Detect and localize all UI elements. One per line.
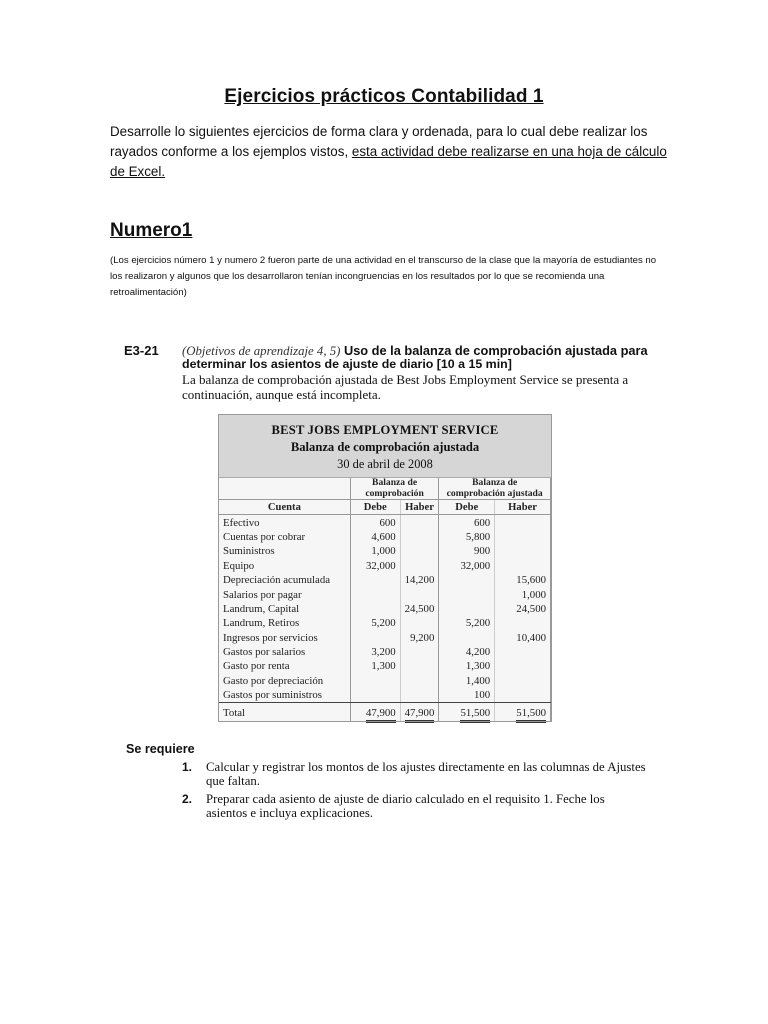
section-note: (Los ejercicios número 1 y numero 2 fueron parte de una actividad en el transcurso de la clase que la mayoría de estudiantes no los realizaron y algunos que los desarrollaron tenían incongruencias en los resultados por lo que se recomienda una retroalimentación) xyxy=(110,255,657,298)
table-row xyxy=(219,645,551,659)
table-row xyxy=(219,659,551,673)
cell-credit-1 xyxy=(400,515,439,530)
total-value: 51,500 xyxy=(516,707,546,723)
group-header-blank xyxy=(219,478,350,500)
cell-credit-2: 15,600 xyxy=(495,573,551,587)
cell-credit-1: 14,200 xyxy=(400,573,439,587)
table-row xyxy=(219,530,551,544)
cell-account: Suministros xyxy=(223,545,275,558)
cell-debit-2 xyxy=(439,573,495,587)
cell-debit-1 xyxy=(350,674,400,688)
trial-balance-table xyxy=(218,414,552,722)
company-name: BEST JOBS EMPLOYMENT SERVICE xyxy=(271,423,499,437)
cell-debit-1: 1,000 xyxy=(350,544,400,558)
cell-credit-2 xyxy=(495,544,551,558)
cell-credit-1 xyxy=(400,616,439,630)
cell-credit-2: 24,500 xyxy=(495,602,551,616)
cell-debit-2: 5,800 xyxy=(439,530,495,544)
total-value: 51,500 xyxy=(460,707,490,723)
cell-account: Gastos por salarios xyxy=(223,646,306,659)
table-date: 30 de abril de 2008 xyxy=(337,457,433,471)
page-title: Ejercicios prácticos Contabilidad 1 xyxy=(224,86,544,107)
table-body xyxy=(219,515,551,722)
cell-account: Efectivo xyxy=(223,516,260,529)
table-row xyxy=(219,559,551,573)
total-cell-account: Total xyxy=(219,703,350,722)
cell-debit-1 xyxy=(350,587,400,601)
total-cell-debit-1 xyxy=(350,703,400,722)
requirements-title: Se requiere xyxy=(126,742,195,756)
cell-account: Landrum, Retiros xyxy=(223,617,300,630)
group-header-adjusted-balance: Balanza de comprobación ajustada xyxy=(439,478,551,500)
intro-text: Desarrolle lo siguientes ejercicios de forma clara y ordenada, para lo cual debe realizar los rayados conforme a los ejemplos vistos, xyxy=(110,124,648,159)
cell-debit-2: 600 xyxy=(439,515,495,530)
cell-debit-1: 5,200 xyxy=(350,616,400,630)
group-header-trial-balance: Balanza de comprobación xyxy=(350,478,439,500)
cell-credit-1 xyxy=(400,688,439,703)
cell-credit-2 xyxy=(495,674,551,688)
cell-debit-1 xyxy=(350,573,400,587)
exercise-excerpt xyxy=(124,343,646,403)
intro-underlined-text: esta actividad debe realizarse en una hoja de cálculo de Excel. xyxy=(110,144,667,179)
cell-credit-1 xyxy=(400,645,439,659)
cell-credit-2 xyxy=(495,659,551,673)
column-header-debit-1: Debe xyxy=(350,500,400,515)
cell-account: Equipo xyxy=(223,559,255,572)
table-row xyxy=(219,544,551,558)
table-row xyxy=(219,587,551,601)
cell-credit-1 xyxy=(400,587,439,601)
table-row xyxy=(219,631,551,645)
cell-account: Cuentas por cobrar xyxy=(223,530,306,543)
exercise-heading-part1: Uso de la balanza de comprobación ajustada para xyxy=(343,343,648,358)
cell-credit-1 xyxy=(400,544,439,558)
table-row xyxy=(219,573,551,587)
cell-credit-2 xyxy=(495,530,551,544)
requirement-text: Calcular y registrar los montos de los ajustes directamente en las columnas de Ajustes que faltan. xyxy=(206,760,646,788)
cell-debit-2: 100 xyxy=(439,688,495,703)
column-header-credit-2: Haber xyxy=(495,500,551,515)
table-row xyxy=(219,515,551,530)
cell-debit-2: 5,200 xyxy=(439,616,495,630)
column-header-account: Cuenta xyxy=(219,500,350,515)
cell-debit-2: 32,000 xyxy=(439,559,495,573)
cell-credit-1 xyxy=(400,559,439,573)
table-header xyxy=(219,415,551,478)
table-row xyxy=(219,688,551,703)
cell-debit-1: 4,600 xyxy=(350,530,400,544)
requirements-section xyxy=(126,742,646,820)
cell-debit-1: 600 xyxy=(350,515,400,530)
trial-balance-grid xyxy=(219,478,551,721)
requirement-text: Preparar cada asiento de ajuste de diario calculado en el requisito 1. Feche los asientos e incluya explicaciones. xyxy=(206,792,605,820)
table-row xyxy=(219,616,551,630)
exercise-objectives: (Objetivos de aprendizaje 4, 5) xyxy=(182,344,341,358)
cell-debit-2: 900 xyxy=(439,544,495,558)
cell-debit-1 xyxy=(350,602,400,616)
exercise-header xyxy=(124,343,646,403)
cell-debit-2: 1,300 xyxy=(439,659,495,673)
total-cell-credit-1 xyxy=(400,703,439,722)
exercise-description: La balanza de comprobación ajustada de Best Jobs Employment Service se presenta a continuación, aunque está incompleta. xyxy=(182,372,629,402)
cell-credit-2 xyxy=(495,515,551,530)
table-subtitle: Balanza de comprobación ajustada xyxy=(290,440,480,454)
cell-credit-1 xyxy=(400,674,439,688)
table-total-row xyxy=(219,703,551,722)
cell-debit-2 xyxy=(439,602,495,616)
cell-debit-1: 3,200 xyxy=(350,645,400,659)
cell-credit-2: 1,000 xyxy=(495,587,551,601)
cell-credit-2: 10,400 xyxy=(495,631,551,645)
cell-debit-2: 4,200 xyxy=(439,645,495,659)
table-row xyxy=(219,674,551,688)
table-row xyxy=(219,602,551,616)
cell-account: Gasto por renta xyxy=(223,660,290,673)
cell-debit-2: 1,400 xyxy=(439,674,495,688)
cell-account: Ingresos por servicios xyxy=(223,631,318,644)
requirement-item xyxy=(182,792,646,820)
cell-credit-1: 24,500 xyxy=(400,602,439,616)
column-header-debit-2: Debe xyxy=(439,500,495,515)
cell-account: Salarios por pagar xyxy=(223,588,302,601)
exercise-heading-part2: determinar los asientos de ajuste de diario [10 a 15 min] xyxy=(182,357,512,371)
cell-debit-1: 1,300 xyxy=(350,659,400,673)
total-value: 47,900 xyxy=(366,707,396,723)
total-cell-credit-2 xyxy=(495,703,551,722)
cell-credit-1: 9,200 xyxy=(400,631,439,645)
cell-credit-1 xyxy=(400,659,439,673)
cell-account: Landrum, Capital xyxy=(223,602,300,615)
intro-paragraph xyxy=(110,122,670,182)
cell-credit-2 xyxy=(495,616,551,630)
exercise-code: E3-21 xyxy=(124,343,159,358)
cell-account: Gastos por suministros xyxy=(223,689,322,702)
column-header-credit-1: Haber xyxy=(400,500,439,515)
section-title: Numero1 xyxy=(110,220,193,241)
requirement-item xyxy=(182,760,646,788)
requirement-number: 1. xyxy=(182,760,193,774)
cell-account: Depreciación acumulada xyxy=(223,574,331,587)
total-cell-debit-2 xyxy=(439,703,495,722)
cell-account: Gasto por depreciación xyxy=(223,674,324,687)
cell-debit-1: 32,000 xyxy=(350,559,400,573)
total-value: 47,900 xyxy=(405,707,435,723)
cell-credit-1 xyxy=(400,530,439,544)
cell-debit-1 xyxy=(350,688,400,703)
cell-debit-2 xyxy=(439,587,495,601)
cell-credit-2 xyxy=(495,559,551,573)
cell-credit-2 xyxy=(495,645,551,659)
requirement-number: 2. xyxy=(182,792,193,807)
cell-credit-2 xyxy=(495,688,551,703)
cell-debit-1 xyxy=(350,631,400,645)
cell-debit-2 xyxy=(439,631,495,645)
